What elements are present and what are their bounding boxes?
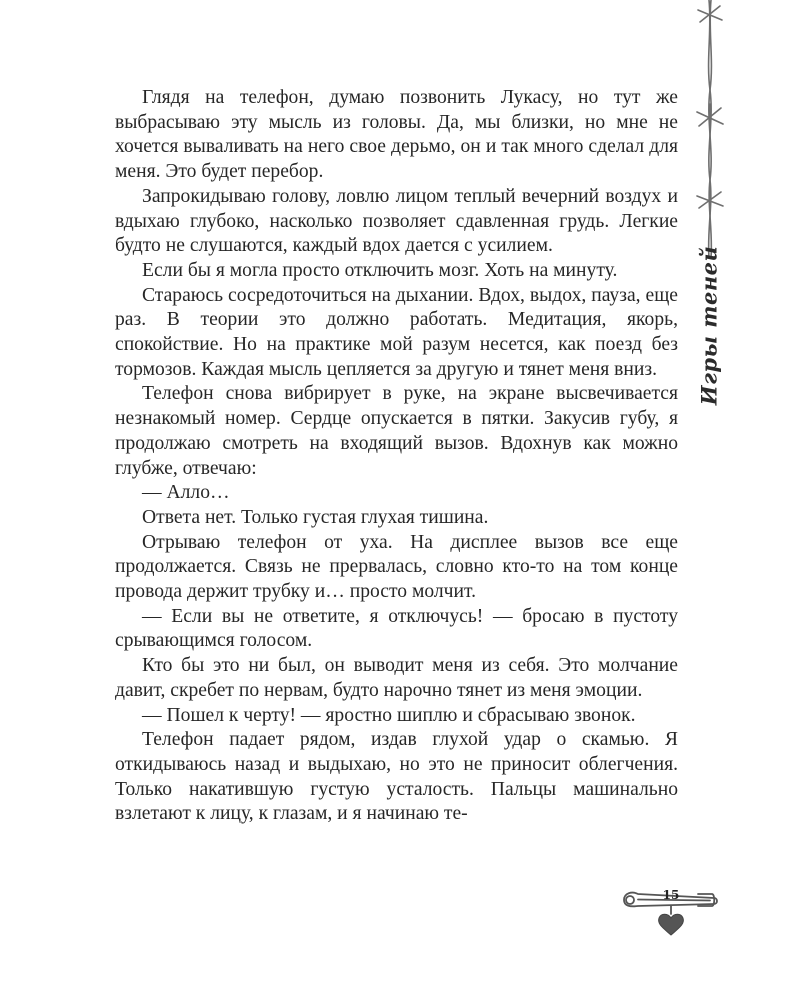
paragraph: Отрываю телефон от уха. На дисплее вызов все еще продолжается. Связь не прервалась, словно кто-то на том конце провода держит трубку и… просто молчит.	[115, 531, 678, 603]
paragraph: Если бы я могла просто отключить мозг. Хоть на минуту.	[142, 259, 618, 281]
paragraph: Стараюсь сосредоточиться на дыхании. Вдох, выдох, пауза, еще раз. В теории это должно работать. Медитация, якорь, спокойствие. Но на практике мой разум несется, как поезд без тормозов. Каждая мысль цепляется за другую и тянет меня вниз.	[115, 284, 678, 380]
paragraph: Кто бы это ни был, он выводит меня из себя. Это молчание давит, скребет по нервам, будто нарочно тянет из меня эмоции.	[115, 655, 678, 701]
body-text	[115, 86, 678, 827]
paragraph: — Алло…	[142, 482, 230, 504]
paragraph: Запрокидываю голову, ловлю лицом теплый вечерний воздух и вдыхаю глубоко, насколько позволяет сдавленная грудь. Легкие будто не слушаются, каждый вдох дается с усилием.	[115, 185, 678, 257]
running-head-text: Игры теней	[696, 245, 722, 405]
paragraph: Телефон снова вибрирует в руке, на экране высвечивается незнакомый номер. Сердце опускается в пятки. Закусив губу, я продолжаю смотреть на входящий вызов. Вдохнув как можно глубже, отвечаю:	[115, 383, 678, 479]
page-number: 15	[662, 888, 680, 902]
paragraph: Телефон падает рядом, издав глухой удар о скамью. Я откидываюсь назад и выдыхаю, но это не приносит облегчения. Только накатившую густую усталость. Пальцы машинально взлетают к лицу, к глазам, и я начинаю те-	[115, 729, 678, 825]
paragraph: Глядя на телефон, думаю позвонить Лукасу, но тут же выбрасываю эту мысль из головы. Да, мы близки, но мне не хочется вываливать на него свое дерьмо, он и так много сделал для меня. Это будет перебор.	[115, 87, 678, 183]
paragraph: — Пошел к черту! — яростно шиплю и сбрасываю звонок.	[142, 704, 636, 726]
paragraph: Ответа нет. Только густая глухая тишина.	[142, 506, 489, 528]
running-head	[688, 245, 730, 405]
paragraph: — Если вы не ответите, я отключусь! — бросаю в пустоту срывающимся голосом.	[115, 605, 678, 652]
